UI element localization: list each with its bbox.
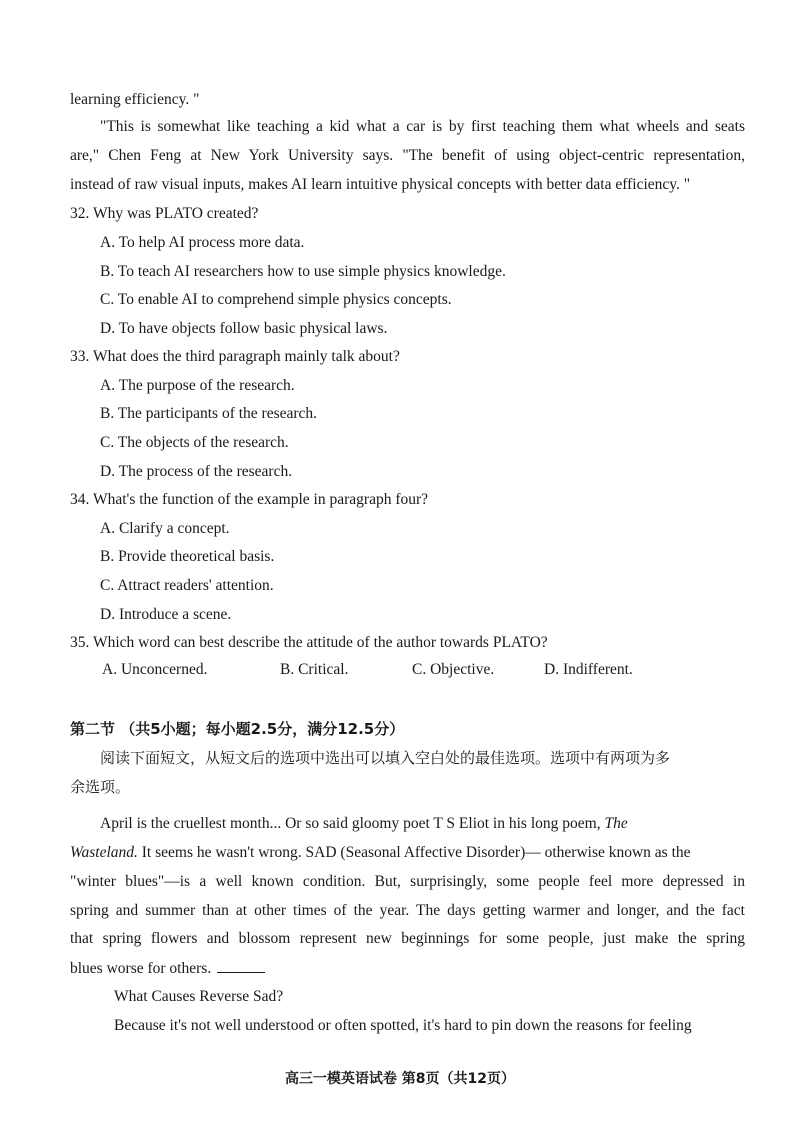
option-c: C. To enable AI to comprehend simple physics concepts. bbox=[100, 291, 452, 308]
subheading: What Causes Reverse Sad? bbox=[114, 988, 284, 1005]
option-a: A. Unconcerned. bbox=[102, 661, 208, 678]
page-footer: 高三一模英语试卷 第8页（共12页） bbox=[284, 1071, 516, 1087]
instruction-line: 余选项。 bbox=[70, 778, 131, 796]
option-b: B. To teach AI researchers how to use simple physics knowledge. bbox=[100, 263, 506, 280]
question-stem: 32. Why was PLATO created? bbox=[70, 205, 259, 222]
option-a: A. Clarify a concept. bbox=[100, 520, 230, 537]
passage-line: instead of raw visual inputs, makes AI learn intuitive physical concepts with better data efficiency. " bbox=[70, 176, 691, 193]
option-d: D. Indifferent. bbox=[544, 661, 633, 678]
passage-line: spring and summer than at other times of the year. The days getting warmer and longer, and the fact bbox=[70, 902, 745, 919]
passage-line: are," Chen Feng at New York University says. "The benefit of using object-centric representation, bbox=[70, 147, 745, 164]
option-b: B. The participants of the research. bbox=[100, 405, 318, 422]
option-a: A. To help AI process more data. bbox=[100, 234, 305, 251]
option-d: D. To have objects follow basic physical laws. bbox=[100, 320, 388, 337]
question-stem: 34. What's the function of the example in paragraph four? bbox=[70, 491, 429, 508]
option-c: C. The objects of the research. bbox=[100, 434, 289, 451]
passage-line bbox=[100, 814, 628, 834]
passage-line: that spring flowers and blossom represent new beginnings for some people, just make the spring bbox=[70, 930, 745, 947]
question-stem: 35. Which word can best describe the attitude of the author towards PLATO? bbox=[70, 634, 548, 651]
passage-line: learning efficiency. " bbox=[70, 91, 200, 108]
passage-line bbox=[70, 843, 691, 863]
passage-text: April is the cruellest month... Or so said gloomy poet T S Eliot in his long poem, bbox=[100, 815, 601, 832]
section-heading: 第二节 （共5小题；每小题2.5分，满分12.5分） bbox=[70, 720, 405, 738]
option-b: B. Critical. bbox=[280, 661, 349, 678]
passage-line: Because it's not well understood or often spotted, it's hard to pin down the reasons for feeling bbox=[114, 1017, 692, 1034]
option-d: D. Introduce a scene. bbox=[100, 606, 232, 623]
passage-line: "This is somewhat like teaching a kid what a car is by first teaching them what wheels and seats bbox=[100, 118, 745, 135]
poem-title: Wasteland. bbox=[70, 844, 138, 861]
option-c: C. Attract readers' attention. bbox=[100, 577, 274, 594]
question-stem: 33. What does the third paragraph mainly talk about? bbox=[70, 348, 400, 365]
option-b: B. Provide theoretical basis. bbox=[100, 548, 275, 565]
passage-line bbox=[70, 958, 265, 979]
option-row bbox=[102, 661, 702, 683]
option-c: C. Objective. bbox=[412, 661, 495, 678]
poem-title: The bbox=[604, 815, 628, 832]
option-a: A. The purpose of the research. bbox=[100, 377, 295, 394]
passage-line: "winter blues"—is a well known condition. But, surprisingly, some people feel more depressed in bbox=[70, 873, 745, 890]
answer-blank[interactable] bbox=[217, 958, 265, 973]
passage-text: blues worse for others. bbox=[70, 960, 212, 977]
instruction-line: 阅读下面短文，从短文后的选项中选出可以填入空白处的最佳选项。选项中有两项为多 bbox=[100, 749, 671, 767]
passage-text: It seems he wasn't wrong. SAD (Seasonal Affective Disorder)— otherwise known as the bbox=[141, 844, 691, 861]
option-d: D. The process of the research. bbox=[100, 463, 293, 480]
